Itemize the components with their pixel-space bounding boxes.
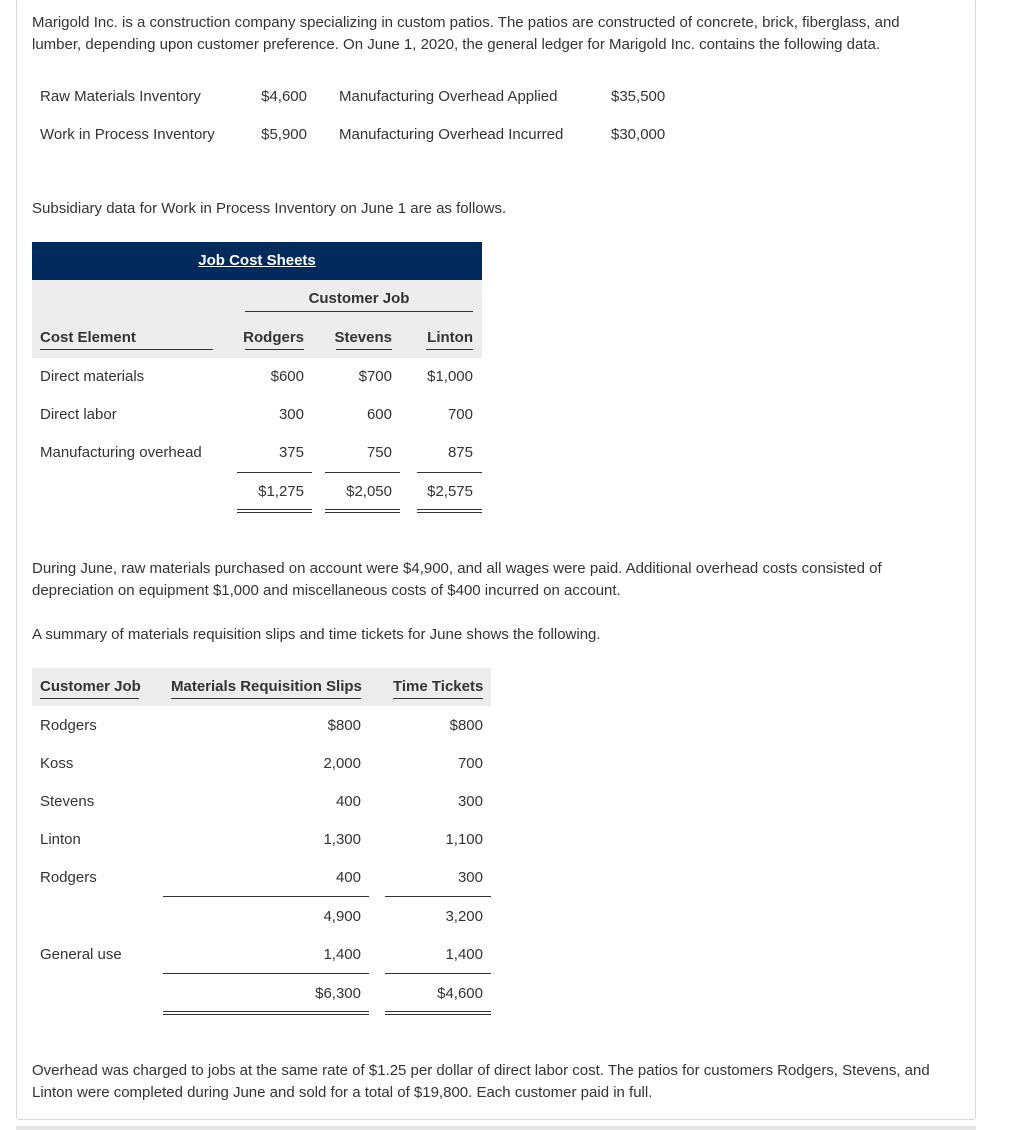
total-rule xyxy=(237,472,312,473)
req-row-job: Rodgers xyxy=(40,717,97,734)
total-mat: $6,300 xyxy=(315,985,361,1002)
subtotal-time: 3,200 xyxy=(445,908,483,925)
col-header-customer-job: Customer Job xyxy=(40,678,141,695)
total-cell: $2,575 xyxy=(427,483,473,500)
col-header-materials: Materials Requisition Slips xyxy=(171,678,362,695)
req-row-time: 300 xyxy=(457,869,483,886)
col-header-stevens: Stevens xyxy=(334,329,392,346)
req-row-time: $800 xyxy=(449,717,483,734)
total-cell: $2,050 xyxy=(346,483,392,500)
subtotal-mat: 4,900 xyxy=(323,908,361,925)
ledger-value: $5,900 xyxy=(261,126,307,143)
col-underline xyxy=(245,349,304,350)
ledger-value: $35,500 xyxy=(611,88,666,105)
col-underline xyxy=(171,698,361,699)
req-row-job: Koss xyxy=(40,755,74,772)
req-row-job: Linton xyxy=(40,831,81,848)
cell: $700 xyxy=(358,368,392,385)
req-row-mat: 400 xyxy=(335,793,361,810)
general-use-time: 1,400 xyxy=(445,946,483,963)
cell: 375 xyxy=(278,444,304,461)
ledger-label: Manufacturing Overhead Incurred xyxy=(339,126,564,143)
cell: $1,000 xyxy=(427,368,473,385)
double-rule xyxy=(417,509,482,513)
double-rule xyxy=(385,1011,491,1015)
ledger-value: $30,000 xyxy=(611,126,666,143)
intro-text: Marigold Inc. is a construction company specializing in custom patios. The patios are constructed of concrete, brick, fiberglass, and lumber, depending upon customer preference. On June 1, 2020, the general ledger for Marigold Inc. contains the following data. xyxy=(32,14,900,53)
cost-element-underline xyxy=(40,349,213,350)
total-time: $4,600 xyxy=(437,985,483,1002)
ledger-label: Manufacturing Overhead Applied xyxy=(339,88,558,105)
req-row-time: 700 xyxy=(457,755,483,772)
subsidiary-intro: Subsidiary data for Work in Process Inventory on June 1 are as follows. xyxy=(32,200,507,217)
col-underline xyxy=(40,698,139,699)
double-rule xyxy=(163,1011,369,1015)
row-label: Manufacturing overhead xyxy=(40,444,202,461)
june-text: During June, raw materials purchased on account were $4,900, and all wages were paid. Additional overhead costs consisted of depreciation on equipment $1,000 and miscellaneous costs of $400 incurred on account. xyxy=(32,560,882,599)
closing-text: Overhead was charged to jobs at the same rate of $1.25 per dollar of direct labor cost. The patios for customers Rodgers, Stevens, and Linton were completed during June and sold for a total of $19,800. Each customer paid in full. xyxy=(32,1062,930,1101)
ledger-label: Work in Process Inventory xyxy=(40,126,215,143)
cost-element-header: Cost Element xyxy=(40,329,136,346)
total-cell: $1,275 xyxy=(258,483,304,500)
cell: 875 xyxy=(447,444,473,461)
col-header-linton: Linton xyxy=(427,329,473,346)
total-rule xyxy=(417,472,482,473)
col-underline xyxy=(336,349,392,350)
group-header-underline xyxy=(245,311,473,312)
general-use-mat: 1,400 xyxy=(323,946,361,963)
req-row-mat: 2,000 xyxy=(323,755,361,772)
ledger-label: Raw Materials Inventory xyxy=(40,88,201,105)
col-header-rodgers: Rodgers xyxy=(243,329,304,346)
general-use-label: General use xyxy=(40,946,122,963)
subtotal-rule xyxy=(385,896,491,897)
col-underline xyxy=(393,698,483,699)
req-row-mat: 1,300 xyxy=(323,831,361,848)
req-row-mat: 400 xyxy=(335,869,361,886)
req-row-time: 300 xyxy=(457,793,483,810)
row-label: Direct materials xyxy=(40,368,145,385)
summary-intro: A summary of materials requisition slips and time tickets for June shows the following. xyxy=(32,626,601,643)
cell: 700 xyxy=(447,406,473,423)
total-rule xyxy=(385,973,491,974)
req-row-mat: $800 xyxy=(327,717,361,734)
req-row-time: 1,100 xyxy=(445,831,483,848)
double-rule xyxy=(237,509,312,513)
cell: $600 xyxy=(270,368,304,385)
total-rule xyxy=(163,973,369,974)
cell: 300 xyxy=(278,406,304,423)
cell: 600 xyxy=(366,406,392,423)
col-underline xyxy=(426,349,473,350)
col-header-time-tickets: Time Tickets xyxy=(393,678,484,695)
total-rule xyxy=(325,472,400,473)
subtotal-rule xyxy=(163,896,369,897)
job-cost-title: Job Cost Sheets xyxy=(198,252,316,269)
ledger-value: $4,600 xyxy=(261,88,307,105)
customer-job-group-header: Customer Job xyxy=(308,290,410,307)
bottom-rule xyxy=(16,1126,976,1130)
double-rule xyxy=(325,509,400,513)
req-row-job: Rodgers xyxy=(40,869,97,886)
req-row-job: Stevens xyxy=(40,793,95,810)
row-label: Direct labor xyxy=(40,406,117,423)
cell: 750 xyxy=(366,444,392,461)
